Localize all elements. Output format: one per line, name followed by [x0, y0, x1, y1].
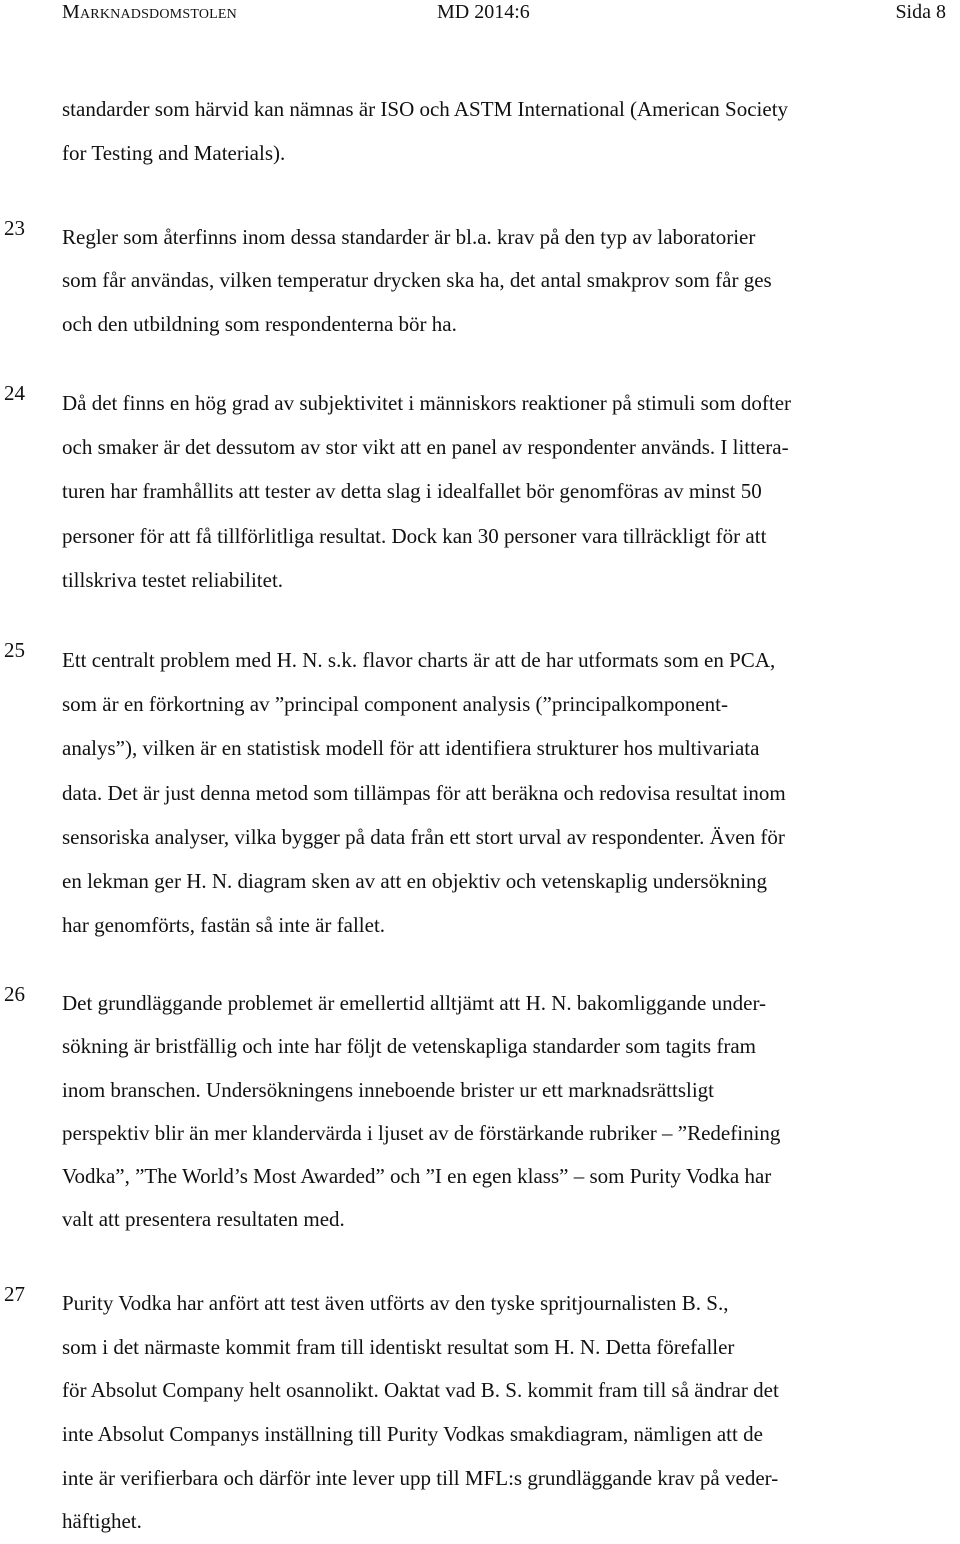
paragraph-number: 25	[4, 638, 25, 662]
paragraph-number: 24	[4, 381, 25, 405]
text-line: och den utbildning som respondenterna bör ha.	[62, 311, 457, 336]
paragraph-number: 23	[4, 216, 25, 240]
text-line: som får användas, vilken temperatur drycken ska ha, det antal smakprov som får ges	[62, 268, 772, 293]
paragraph-number: 26	[4, 982, 25, 1006]
text-line: inte är verifierbara och därför inte lever upp till MFL:s grundläggande krav på veder-	[62, 1465, 779, 1490]
paragraph-27	[4, 1282, 942, 1544]
text-line: Det grundläggande problemet är emellertid alltjämt att H. N. bakomliggande under-	[62, 991, 767, 1015]
text-line: sensoriska analyser, vilka bygger på data från ett stort urval av respondenter. Även för	[62, 824, 785, 849]
text-line: har genomförts, fastän så inte är fallet.	[62, 913, 386, 938]
text-line: häftighet.	[62, 1509, 142, 1534]
court-name: Marknadsdomstolen	[62, 1, 237, 23]
paragraph-24	[4, 381, 942, 602]
paragraph-23	[4, 216, 942, 346]
text-line: för Absolut Company helt osannolikt. Oaktat vad B. S. kommit fram till så ändrar det	[62, 1378, 779, 1403]
text-line: turen har framhållits att tester av detta slag i idealfallet bör genomföras av minst 50	[62, 479, 762, 504]
page-number: Sida 8	[895, 1, 946, 23]
continuation-paragraph	[62, 88, 942, 175]
text-line: och smaker är det dessutom av stor vikt att en panel av respondenter används. I littera-	[62, 435, 789, 460]
text-line: sökning är bristfällig och inte har följt de vetenskapliga standarder som tagits fram	[62, 1034, 756, 1059]
text-line: som är en förkortning av ”principal component analysis (”principalkomponent-	[62, 692, 728, 717]
text-line: som i det närmaste kommit fram till identiskt resultat som H. N. Detta förefaller	[62, 1334, 735, 1359]
text-line: inte Absolut Companys inställning till Purity Vodkas smakdiagram, nämligen att de	[62, 1422, 763, 1447]
text-line: data. Det är just denna metod som tillämpas för att beräkna och redovisa resultat inom	[62, 780, 786, 805]
text-line: analys”), vilken är en statistisk modell för att identifiera strukturer hos multivariata	[62, 736, 760, 761]
paragraph-number: 27	[4, 1282, 25, 1306]
text-line: Då det finns en hög grad av subjektivitet i människors reaktioner på stimuli som dofter	[62, 391, 792, 415]
case-number: MD 2014:6	[437, 1, 530, 23]
text-line: Purity Vodka har anfört att test även utförts av den tyske spritjournalisten B. S.,	[62, 1291, 729, 1315]
text-line: Ett centralt problem med H. N. s.k. flavor charts är att de har utformats som en PCA,	[62, 648, 776, 672]
text-line: perspektiv blir än mer klandervärda i ljuset av de förstärkande rubriker – ”Redefining	[62, 1120, 781, 1145]
page-header	[62, 0, 946, 30]
text-line: for Testing and Materials).	[62, 140, 286, 165]
text-line: standarder som härvid kan nämnas är ISO och ASTM International (American Society	[62, 97, 789, 121]
text-line: inom branschen. Undersökningens inneboende brister ur ett marknadsrättsligt	[62, 1077, 715, 1102]
text-line: tillskriva testet reliabilitet.	[62, 567, 284, 592]
paragraph-26	[4, 982, 942, 1242]
text-line: en lekman ger H. N. diagram sken av att en objektiv och vetenskaplig undersökning	[62, 868, 768, 893]
paragraph-25	[4, 638, 942, 947]
text-line: Vodka”, ”The World’s Most Awarded” och ”I en egen klass” – som Purity Vodka har	[62, 1164, 772, 1189]
text-line: Regler som återfinns inom dessa standarder är bl.a. krav på den typ av laboratorier	[62, 225, 756, 249]
text-line: valt att presentera resultaten med.	[62, 1207, 345, 1232]
text-line: personer för att få tillförlitliga resultat. Dock kan 30 personer vara tillräckligt för att	[62, 523, 767, 548]
